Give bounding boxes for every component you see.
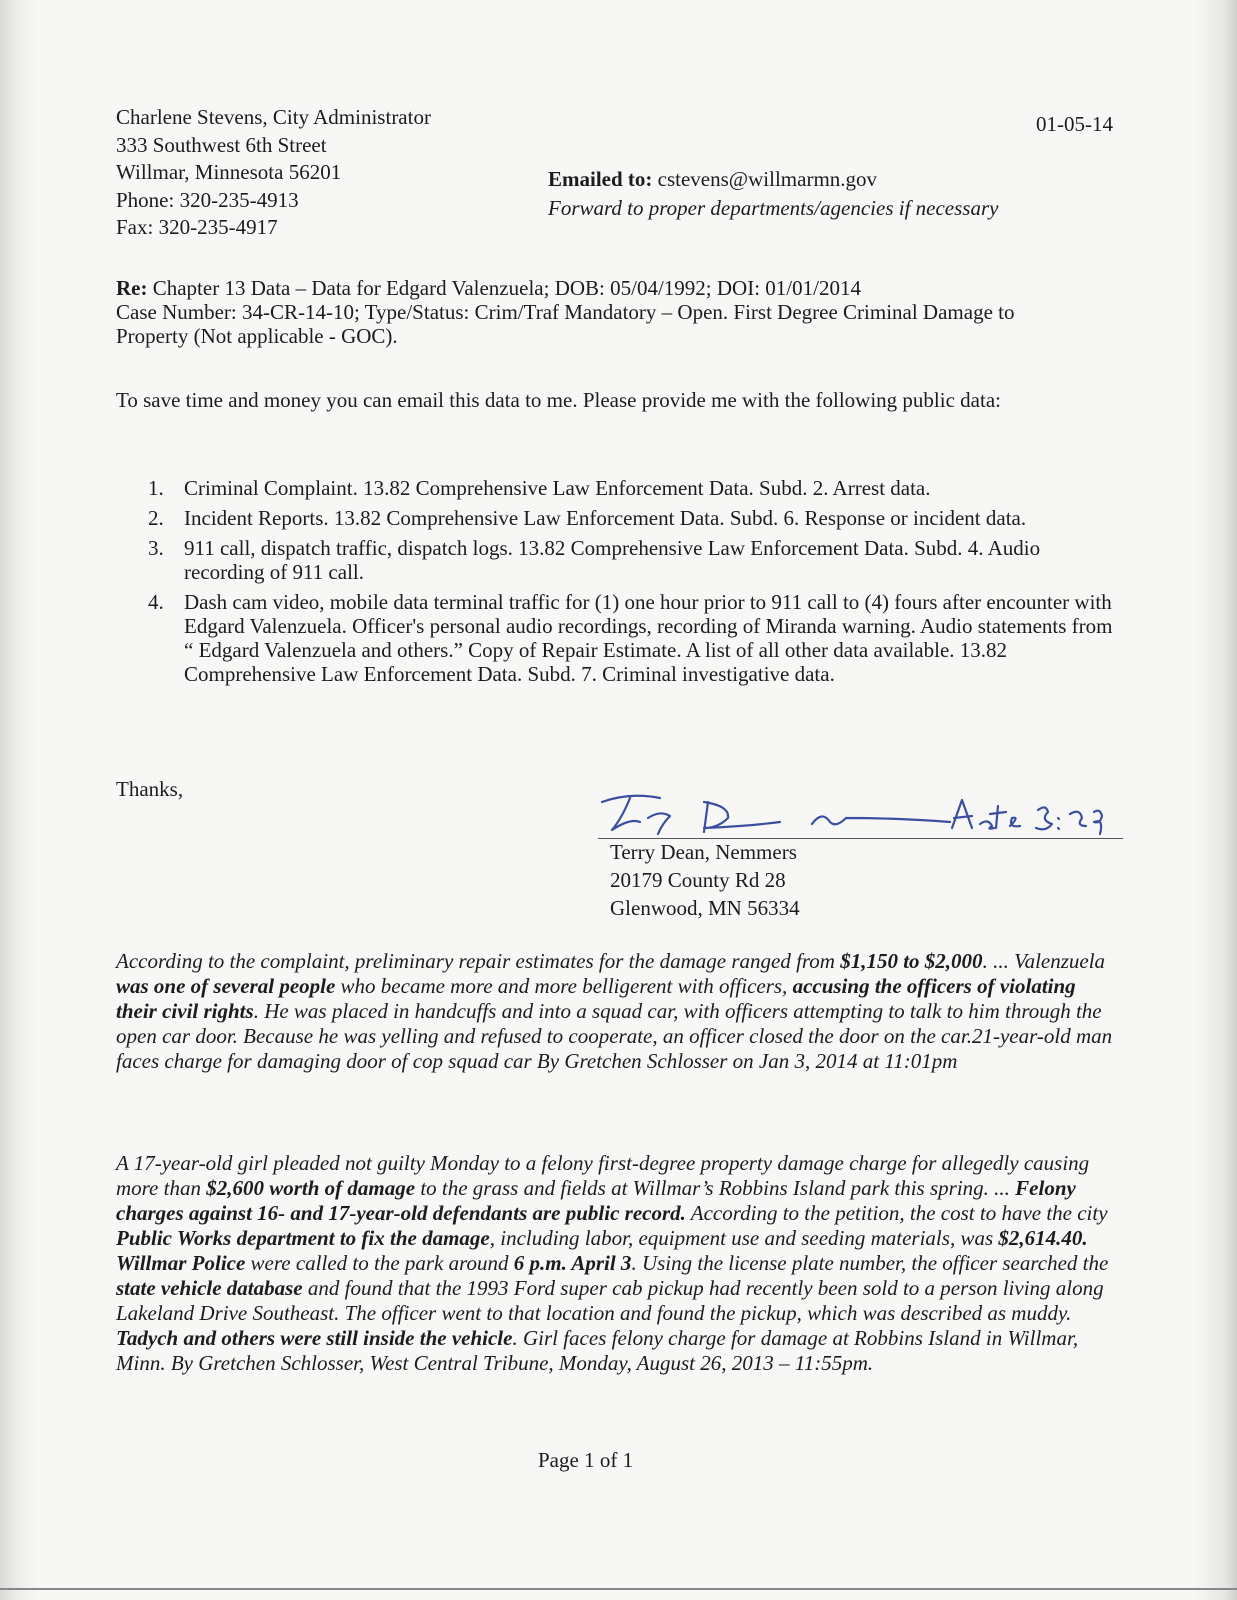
emailed-label: Emailed to: [548,167,653,191]
list-item-text: Criminal Complaint. 13.82 Comprehensive Law Enforcement Data. Subd. 2. Arrest data. [184,476,931,500]
list-item-number: 3. [148,536,164,560]
recipient-address [116,104,431,242]
recipient-name: Charlene Stevens, City Administrator [116,105,431,129]
recipient-fax: Fax: 320-235-4917 [116,215,278,239]
re-label: Re: [116,276,148,300]
recipient-city: Willmar, Minnesota 56201 [116,160,342,184]
emailed-address: cstevens@willmarmn.gov [657,167,878,191]
page-number: Page 1 of 1 [538,1448,634,1472]
request-list [148,476,1116,692]
intro-paragraph: To save time and money you can email this data to me. Please provide me with the following public data: [116,388,1001,412]
scan-edge-line [0,1588,1237,1590]
news-quote-1: According to the complaint, preliminary repair estimates for the damage ranged from $1,150 to $2,000. ... Valenzuela was one of several people who became more and more belligerent with officers, accusing the officers of violating their civil rights. He was placed in handcuffs and into a squad car, with officers attempting to talk to him through the open car door. Because he was yelling and refused to cooperate, an officer closed the door on the car.21-year-old man faces charge for damaging door of cop squad car By Gretchen Schlosser on Jan 3, 2014 at 11:01pm [116,949,1113,1073]
signer-block [610,838,800,922]
signer-city: Glenwood, MN 56334 [610,896,800,920]
list-item-number: 2. [148,506,164,530]
list-item-number: 1. [148,476,164,500]
signer-name: Terry Dean, Nemmers [610,840,797,864]
letter-date: 01-05-14 [1036,112,1113,136]
emailed-block [548,165,998,223]
news-quote-2: A 17-year-old girl pleaded not guilty Monday to a felony first-degree property damage charge for allegedly causing more than $2,600 worth of damage to the grass and fields at Willmar’s Robbins Island park this spring. ... Felony charges against 16- and 17-year-old defendants are public record. According to the petition, the cost to have the city Public Works department to fix the damage, including labor, equipment use and seeding materials, was $2,614.40. Willmar Police were called to the park around 6 p.m. April 3. Using the license plate number, the officer searched the state vehicle database and found that the 1993 Ford super cab pickup had recently been sold to a person living along Lakeland Drive Southeast. The officer went to that location and found the pickup, which was described as muddy. Tadych and others were still inside the vehicle. Girl faces felony charge for damage at Robbins Island in Willmar, Minn. By Gretchen Schlosser, West Central Tribune, Monday, August 26, 2013 – 11:55pm. [116,1151,1109,1375]
list-item [148,536,1116,584]
recipient-phone: Phone: 320-235-4913 [116,187,299,212]
recipient-street: 333 Southwest 6th Street [116,132,327,157]
list-item [148,476,1116,500]
re-block [116,276,1076,348]
signer-street: 20179 County Rd 28 [610,868,786,892]
list-item-text: Incident Reports. 13.82 Comprehensive Law Enforcement Data. Subd. 6. Response or incident data. [184,506,1027,530]
forward-note: Forward to proper departments/agencies if necessary [548,196,999,220]
re-line-1: Chapter 13 Data – Data for Edgard Valenzuela; DOB: 05/04/1992; DOI: 01/01/2014 [152,276,861,300]
list-item-number: 4. [148,590,164,614]
list-item [148,506,1116,530]
list-item-text: 911 call, dispatch traffic, dispatch logs. 13.82 Comprehensive Law Enforcement Data. Subd. 4. Audio recording of 911 call. [184,536,1041,584]
re-line-2: Case Number: 34-CR-14-10; Type/Status: Crim/Traf Mandatory – Open. First Degree Criminal Damage to Property (Not applicable - GOC). [116,300,1015,348]
closing: Thanks, [116,777,184,801]
list-item [148,590,1116,686]
list-item-text: Dash cam video, mobile data terminal traffic for (1) one hour prior to 911 call to (4) fours after encounter with Edgard Valenzuela. Officer's personal audio recordings, recording of Miranda warning. Audio statements from “ Edgard Valenzuela and others.” Copy of Repair Estimate. A list of all other data available. 13.82 Comprehensive Law Enforcement Data. Subd. 7. Criminal investigative data. [184,590,1113,686]
